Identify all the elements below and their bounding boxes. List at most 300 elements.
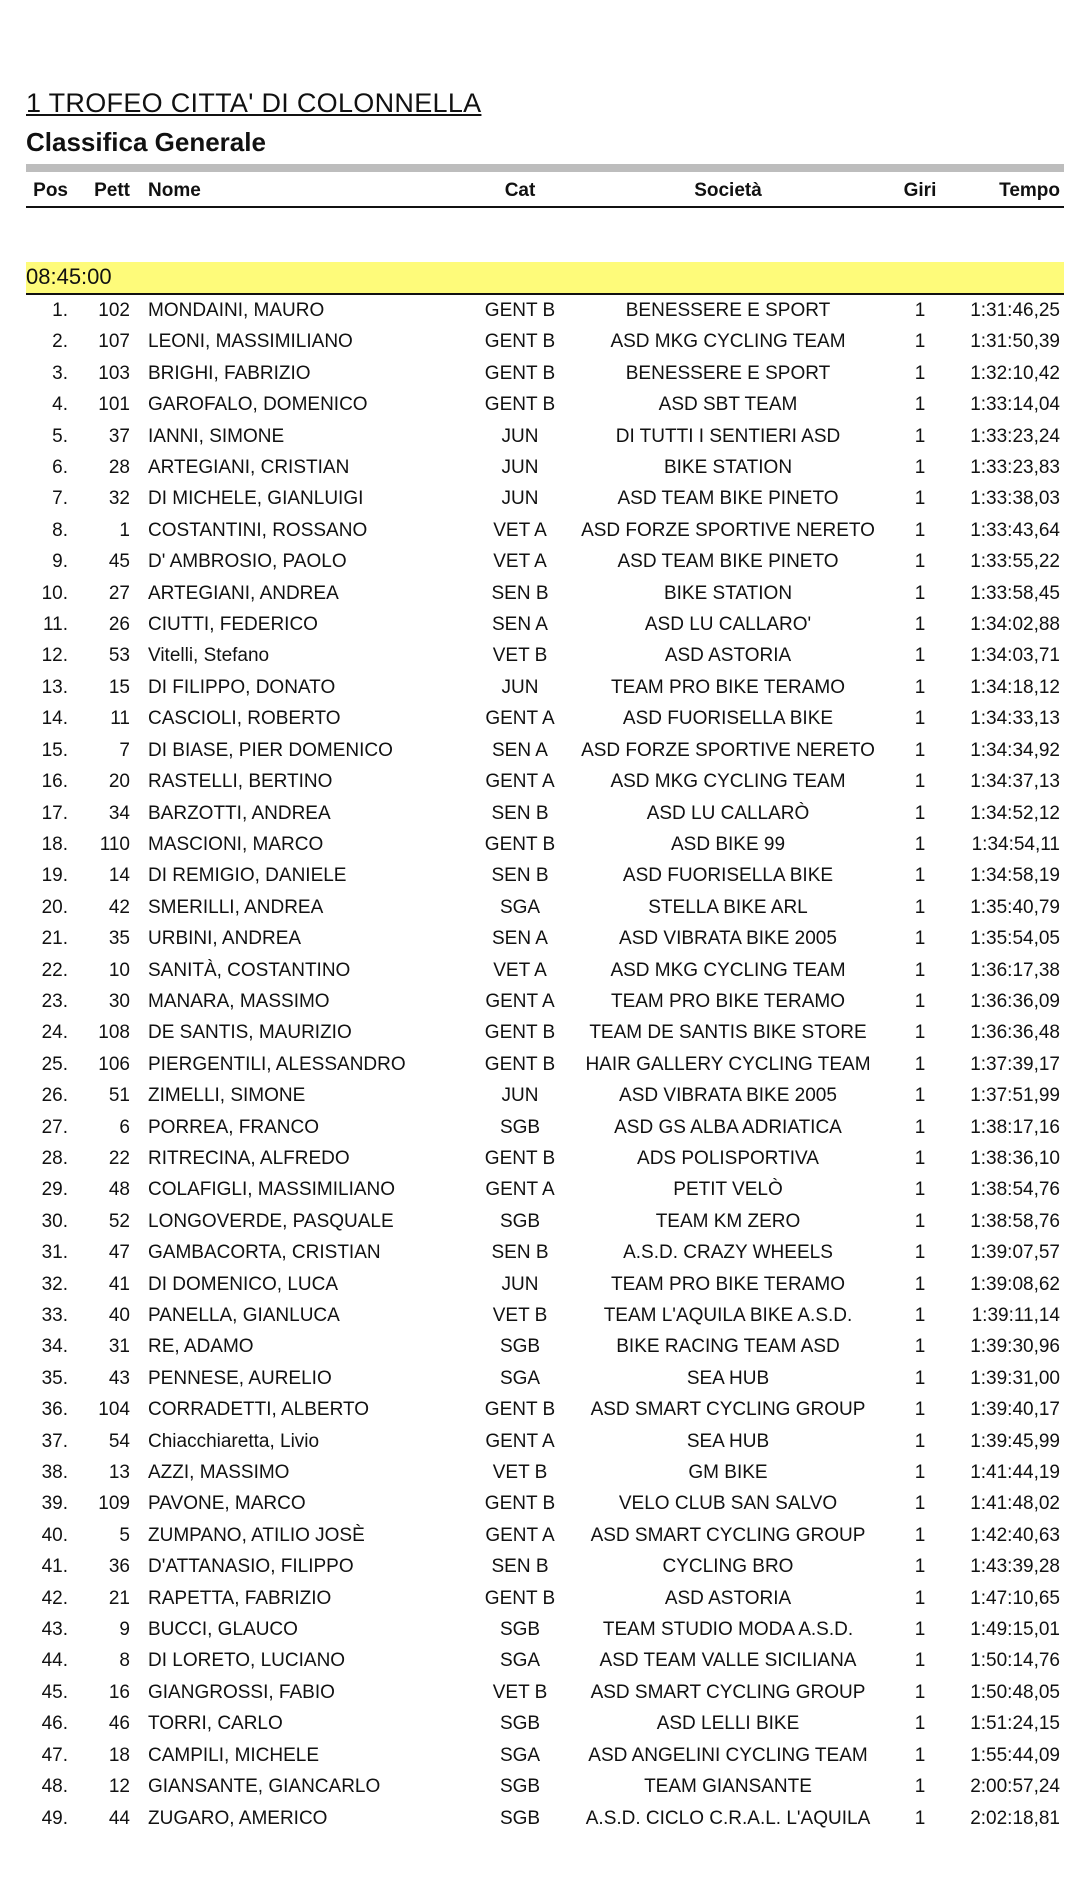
table-row — [0, 1395, 1080, 1426]
result-position: 33. — [41, 1305, 68, 1326]
result-society: TEAM PRO BIKE TERAMO — [610, 676, 846, 698]
result-laps: 1 — [914, 1085, 926, 1107]
result-name: SMERILLI, ANDREA — [148, 896, 324, 918]
result-laps: 1 — [914, 1022, 926, 1044]
result-category: GENT B — [484, 1493, 556, 1515]
result-position: 47. — [41, 1744, 68, 1766]
result-category: SGB — [499, 1807, 541, 1829]
result-laps: 1 — [914, 1556, 926, 1578]
result-bib: 18 — [108, 1744, 130, 1766]
result-bib: 104 — [98, 1399, 130, 1421]
result-society: SEA HUB — [686, 1367, 770, 1389]
result-society: ASD GS ALBA ADRIATICA — [614, 1116, 842, 1138]
result-bib: 26 — [108, 614, 130, 636]
result-category: SGB — [499, 1336, 541, 1358]
table-row — [0, 1709, 1080, 1740]
result-name: TORRI, CARLO — [148, 1713, 283, 1735]
header-divider — [26, 164, 1064, 172]
table-row — [0, 1615, 1080, 1646]
result-society: BIKE STATION — [663, 582, 793, 604]
result-name: PAVONE, MARCO — [148, 1493, 306, 1515]
page-title: 1 TROFEO CITTA' DI COLONNELLA — [26, 88, 482, 118]
result-bib: 109 — [98, 1493, 130, 1515]
result-bib: 43 — [108, 1367, 130, 1389]
result-time: 1:36:17,38 — [970, 959, 1060, 981]
result-position: 9. — [52, 551, 68, 573]
result-time: 1:41:48,02 — [970, 1493, 1060, 1515]
result-time: 1:38:36,10 — [970, 1147, 1060, 1169]
result-category: JUN — [501, 676, 539, 698]
result-time: 1:34:58,19 — [970, 865, 1060, 887]
result-category: GENT B — [484, 331, 556, 353]
table-row — [0, 1238, 1080, 1269]
result-name: COSTANTINI, ROSSANO — [148, 519, 368, 541]
result-category: SGB — [499, 1713, 541, 1735]
result-category: GENT A — [485, 771, 555, 793]
result-bib: 101 — [98, 394, 130, 416]
result-name: MANARA, MASSIMO — [148, 990, 330, 1012]
result-time: 1:33:43,64 — [970, 519, 1060, 541]
result-bib: 37 — [108, 425, 130, 447]
result-name: MASCIONI, MARCO — [148, 833, 324, 855]
result-bib: 46 — [108, 1713, 130, 1735]
result-laps: 1 — [914, 300, 926, 321]
result-name: Chiacchiaretta, Livio — [148, 1430, 320, 1452]
table-row — [0, 296, 1080, 327]
result-category: GENT B — [484, 1587, 556, 1609]
result-society: ASD FORZE SPORTIVE NERETO — [581, 519, 875, 541]
result-position: 14. — [41, 708, 68, 730]
result-name: Vitelli, Stefano — [148, 645, 270, 667]
table-row — [0, 799, 1080, 830]
result-society: ASD SMART CYCLING GROUP — [590, 1681, 866, 1703]
result-society: BENESSERE E SPORT — [625, 300, 831, 321]
result-laps: 1 — [914, 1619, 926, 1641]
table-row — [0, 1144, 1080, 1175]
result-category: GENT B — [484, 1053, 556, 1075]
result-position: 29. — [41, 1179, 68, 1201]
page-subtitle: Classifica Generale — [26, 127, 266, 157]
table-row — [0, 1489, 1080, 1520]
result-name: CIUTTI, FEDERICO — [148, 614, 318, 636]
result-bib: 20 — [108, 771, 130, 793]
result-category: JUN — [501, 1273, 539, 1295]
result-category: VET B — [492, 645, 548, 667]
result-position: 4. — [52, 394, 68, 416]
result-position: 25. — [41, 1053, 68, 1075]
result-category: GENT B — [484, 833, 556, 855]
table-row — [0, 516, 1080, 547]
result-bib: 53 — [108, 645, 130, 667]
start-time-rule — [26, 293, 1064, 295]
result-name: PENNESE, AURELIO — [148, 1367, 332, 1389]
result-position: 16. — [41, 771, 68, 793]
result-name: RASTELLI, BERTINO — [148, 771, 333, 793]
result-society: TEAM KM ZERO — [655, 1210, 801, 1232]
result-category: SGB — [499, 1210, 541, 1232]
table-row — [0, 359, 1080, 390]
result-position: 5. — [52, 425, 68, 447]
result-name: ARTEGIANI, ANDREA — [148, 582, 339, 604]
result-laps: 1 — [914, 582, 926, 604]
result-position: 1. — [52, 300, 68, 321]
result-society: ASD ANGELINI CYCLING TEAM — [588, 1744, 868, 1766]
result-name: LONGOVERDE, PASQUALE — [148, 1210, 394, 1232]
result-society: VELO CLUB SAN SALVO — [618, 1493, 838, 1515]
result-name: RITRECINA, ALFREDO — [148, 1147, 350, 1169]
result-time: 2:02:18,81 — [970, 1807, 1060, 1829]
result-name: BUCCI, GLAUCO — [148, 1619, 298, 1641]
column-header-name: Nome — [148, 180, 201, 201]
result-time: 1:33:14,04 — [970, 394, 1060, 416]
result-society: TEAM GIANSANTE — [644, 1776, 812, 1798]
result-position: 22. — [41, 959, 68, 981]
table-row — [0, 1646, 1080, 1677]
result-category: GENT A — [485, 1430, 555, 1452]
result-time: 1:34:18,12 — [970, 676, 1060, 698]
result-society: BIKE RACING TEAM ASD — [616, 1336, 840, 1358]
result-laps: 1 — [914, 865, 926, 887]
result-laps: 1 — [914, 896, 926, 918]
result-category: SEN A — [492, 614, 548, 636]
result-name: GIANGROSSI, FABIO — [148, 1681, 335, 1703]
result-laps: 1 — [914, 1367, 926, 1389]
result-category: SEN B — [491, 1242, 549, 1264]
result-name: DI BIASE, PIER DOMENICO — [148, 739, 393, 761]
result-name: D'ATTANASIO, FILIPPO — [148, 1556, 354, 1578]
result-time: 1:33:23,24 — [970, 425, 1060, 447]
result-name: COLAFIGLI, MASSIMILIANO — [148, 1179, 396, 1201]
result-society: A.S.D. CRAZY WHEELS — [623, 1242, 833, 1264]
result-laps: 1 — [914, 1399, 926, 1421]
column-header-pos: Pos — [33, 180, 68, 201]
result-society: TEAM PRO BIKE TERAMO — [610, 990, 846, 1012]
result-position: 39. — [41, 1493, 68, 1515]
result-society: ASD TEAM VALLE SICILIANA — [599, 1650, 857, 1672]
result-time: 1:31:46,25 — [970, 300, 1060, 321]
result-category: GENT B — [484, 1147, 556, 1169]
result-bib: 10 — [108, 959, 130, 981]
result-bib: 9 — [119, 1619, 130, 1641]
result-name: PANELLA, GIANLUCA — [148, 1305, 340, 1326]
table-row — [0, 1270, 1080, 1301]
result-position: 13. — [41, 676, 68, 698]
result-society: ASD SMART CYCLING GROUP — [590, 1399, 866, 1421]
result-position: 24. — [41, 1022, 68, 1044]
result-laps: 1 — [914, 331, 926, 353]
result-laps: 1 — [914, 1210, 926, 1232]
result-position: 7. — [52, 488, 68, 510]
result-category: JUN — [501, 425, 539, 447]
result-society: TEAM L'AQUILA BIKE A.S.D. — [603, 1305, 853, 1326]
table-row — [0, 1364, 1080, 1395]
result-bib: 16 — [108, 1681, 130, 1703]
start-time-highlight — [26, 262, 1064, 294]
start-time: 08:45:00 — [26, 264, 112, 289]
table-row — [0, 1552, 1080, 1583]
table-row — [0, 1018, 1080, 1049]
result-category: SGB — [499, 1116, 541, 1138]
result-time: 1:34:33,13 — [970, 708, 1060, 730]
result-name: CORRADETTI, ALBERTO — [148, 1399, 370, 1421]
result-bib: 102 — [98, 300, 130, 321]
result-society: ASD ASTORIA — [664, 645, 792, 667]
result-category: VET A — [493, 551, 547, 573]
result-position: 12. — [41, 645, 68, 667]
result-laps: 1 — [914, 457, 926, 479]
result-society: ASD FUORISELLA BIKE — [622, 708, 834, 730]
table-header — [0, 178, 1080, 206]
result-society: ASD FUORISELLA BIKE — [622, 865, 834, 887]
result-category: VET B — [492, 1305, 548, 1326]
result-time: 1:41:44,19 — [970, 1462, 1060, 1484]
result-society: BIKE STATION — [663, 457, 793, 479]
result-laps: 1 — [914, 394, 926, 416]
result-category: GENT A — [485, 1524, 555, 1546]
result-category: SGA — [499, 1744, 541, 1766]
result-time: 1:33:23,83 — [970, 457, 1060, 479]
result-bib: 110 — [99, 833, 130, 855]
table-row — [0, 736, 1080, 767]
result-position: 28. — [41, 1147, 68, 1169]
table-row — [0, 1521, 1080, 1552]
result-laps: 1 — [914, 1147, 926, 1169]
table-row — [0, 1458, 1080, 1489]
result-bib: 47 — [108, 1242, 130, 1264]
result-society: GM BIKE — [688, 1462, 768, 1484]
result-time: 1:34:37,13 — [970, 771, 1060, 793]
result-position: 46. — [41, 1713, 68, 1735]
result-name: IANNI, SIMONE — [148, 425, 285, 447]
result-time: 1:50:14,76 — [970, 1650, 1060, 1672]
result-laps: 1 — [914, 1524, 926, 1546]
table-row — [0, 1678, 1080, 1709]
result-bib: 106 — [98, 1053, 130, 1075]
result-position: 26. — [41, 1085, 68, 1107]
result-position: 44. — [41, 1650, 68, 1672]
result-position: 35. — [41, 1367, 68, 1389]
table-row — [0, 1332, 1080, 1363]
result-society: ASD SMART CYCLING GROUP — [590, 1524, 866, 1546]
result-name: PIERGENTILI, ALESSANDRO — [148, 1053, 406, 1075]
result-bib: 11 — [110, 708, 130, 730]
result-time: 1:33:55,22 — [970, 551, 1060, 573]
result-category: SEN A — [492, 928, 548, 950]
result-society: A.S.D. CICLO C.R.A.L. L'AQUILA — [585, 1807, 871, 1829]
table-row — [0, 1772, 1080, 1803]
result-time: 1:39:40,17 — [970, 1399, 1060, 1421]
result-position: 18. — [41, 833, 68, 855]
result-laps: 1 — [914, 1650, 926, 1672]
table-header-rule — [26, 206, 1064, 208]
result-time: 1:37:39,17 — [970, 1053, 1060, 1075]
result-time: 2:00:57,24 — [970, 1776, 1060, 1798]
result-time: 1:35:54,05 — [970, 928, 1060, 950]
result-society: ASD BIKE 99 — [670, 833, 786, 855]
table-row — [0, 547, 1080, 578]
result-bib: 13 — [108, 1462, 130, 1484]
result-name: URBINI, ANDREA — [148, 928, 302, 950]
result-name: PORREA, FRANCO — [148, 1116, 320, 1138]
result-society: ASD LU CALLARO' — [644, 614, 812, 636]
result-position: 23. — [41, 990, 68, 1012]
result-position: 19. — [41, 865, 68, 887]
result-name: RAPETTA, FABRIZIO — [148, 1587, 332, 1609]
result-bib: 34 — [108, 802, 130, 824]
result-bib: 51 — [108, 1085, 130, 1107]
result-society: ASD MKG CYCLING TEAM — [610, 771, 846, 793]
result-category: GENT B — [484, 1022, 556, 1044]
result-society: ASD TEAM BIKE PINETO — [617, 551, 839, 573]
table-row — [0, 1050, 1080, 1081]
result-position: 27. — [41, 1116, 68, 1138]
result-position: 36. — [41, 1399, 68, 1421]
table-row — [0, 830, 1080, 861]
result-bib: 6 — [119, 1116, 130, 1138]
result-laps: 1 — [914, 1273, 926, 1295]
result-society: ASD MKG CYCLING TEAM — [610, 331, 846, 353]
result-laps: 1 — [914, 362, 926, 384]
result-bib: 45 — [108, 551, 130, 573]
result-position: 3. — [52, 362, 68, 384]
result-name: DI MICHELE, GIANLUIGI — [148, 488, 364, 510]
result-society: ASD LELLI BIKE — [656, 1713, 800, 1735]
table-row — [0, 956, 1080, 987]
result-time: 1:34:34,92 — [970, 739, 1060, 761]
result-society: HAIR GALLERY CYCLING TEAM — [585, 1053, 871, 1075]
result-position: 21. — [41, 928, 68, 950]
table-row — [0, 704, 1080, 735]
result-time: 1:39:30,96 — [970, 1336, 1060, 1358]
result-position: 45. — [41, 1681, 68, 1703]
result-position: 2. — [52, 331, 68, 353]
result-time: 1:55:44,09 — [970, 1744, 1060, 1766]
result-category: SEN B — [491, 1556, 549, 1578]
result-society: ADS POLISPORTIVA — [637, 1147, 819, 1169]
result-time: 1:39:45,99 — [970, 1430, 1060, 1452]
result-category: VET A — [493, 959, 547, 981]
result-bib: 40 — [108, 1305, 130, 1326]
result-name: GAMBACORTA, CRISTIAN — [148, 1242, 381, 1264]
result-laps: 1 — [914, 676, 926, 698]
result-bib: 44 — [108, 1807, 130, 1829]
result-name: LEONI, MASSIMILIANO — [148, 331, 353, 353]
result-category: JUN — [501, 1085, 539, 1107]
table-row — [0, 1427, 1080, 1458]
result-time: 1:39:08,62 — [970, 1273, 1060, 1295]
result-society: ASD SBT TEAM — [658, 394, 798, 416]
result-society: STELLA BIKE ARL — [648, 896, 808, 918]
result-time: 1:36:36,09 — [970, 990, 1060, 1012]
table-row — [0, 673, 1080, 704]
result-category: SGA — [499, 1367, 541, 1389]
result-bib: 52 — [108, 1210, 130, 1232]
table-row — [0, 893, 1080, 924]
result-name: DE SANTIS, MAURIZIO — [148, 1022, 352, 1044]
table-row — [0, 987, 1080, 1018]
result-bib: 5 — [119, 1524, 130, 1546]
results-table — [0, 296, 1080, 1835]
result-laps: 1 — [914, 1336, 926, 1358]
result-bib: 15 — [108, 676, 130, 698]
result-society: ASD VIBRATA BIKE 2005 — [619, 1085, 837, 1107]
result-time: 1:39:07,57 — [970, 1242, 1060, 1264]
result-position: 20. — [41, 896, 68, 918]
result-name: DI LORETO, LUCIANO — [148, 1650, 346, 1672]
result-bib: 48 — [108, 1179, 130, 1201]
result-laps: 1 — [914, 833, 926, 855]
result-position: 17. — [41, 802, 68, 824]
result-category: JUN — [501, 457, 539, 479]
result-time: 1:32:10,42 — [970, 362, 1060, 384]
table-row — [0, 1207, 1080, 1238]
result-society: TEAM PRO BIKE TERAMO — [610, 1273, 846, 1295]
table-row — [0, 924, 1080, 955]
result-laps: 1 — [914, 519, 926, 541]
result-position: 32. — [41, 1273, 68, 1295]
result-laps: 1 — [914, 1430, 926, 1452]
result-time: 1:33:58,45 — [970, 582, 1060, 604]
result-laps: 1 — [914, 802, 926, 824]
result-bib: 35 — [108, 928, 130, 950]
result-category: GENT B — [484, 1399, 556, 1421]
result-name: BRIGHI, FABRIZIO — [148, 362, 311, 384]
result-laps: 1 — [914, 1053, 926, 1075]
result-time: 1:49:15,01 — [970, 1619, 1060, 1641]
result-laps: 1 — [914, 739, 926, 761]
result-name: ZUGARO, AMERICO — [148, 1807, 328, 1829]
result-society: ASD TEAM BIKE PINETO — [617, 488, 839, 510]
result-society: ASD FORZE SPORTIVE NERETO — [581, 739, 875, 761]
result-category: VET A — [493, 519, 547, 541]
result-name: SANITÀ, COSTANTINO — [148, 959, 351, 981]
result-bib: 32 — [108, 488, 130, 510]
result-bib: 28 — [108, 457, 130, 479]
result-society: CYCLING BRO — [662, 1556, 794, 1578]
result-position: 49. — [41, 1807, 68, 1829]
result-time: 1:39:11,14 — [971, 1305, 1060, 1326]
result-laps: 1 — [914, 1462, 926, 1484]
result-name: GAROFALO, DOMENICO — [148, 394, 368, 416]
result-position: 48. — [41, 1776, 68, 1798]
result-category: SGA — [499, 1650, 541, 1672]
result-laps: 1 — [914, 928, 926, 950]
column-header-time: Tempo — [999, 180, 1060, 201]
result-society: ASD MKG CYCLING TEAM — [610, 959, 846, 981]
result-time: 1:33:38,03 — [970, 488, 1060, 510]
result-name: MONDAINI, MAURO — [148, 300, 325, 321]
result-category: GENT A — [485, 708, 555, 730]
result-time: 1:36:36,48 — [970, 1022, 1060, 1044]
result-position: 31. — [41, 1242, 68, 1264]
result-laps: 1 — [914, 1116, 926, 1138]
result-bib: 8 — [119, 1650, 130, 1672]
result-bib: 12 — [108, 1776, 130, 1798]
result-laps: 1 — [914, 708, 926, 730]
table-row — [0, 641, 1080, 672]
result-laps: 1 — [914, 1305, 926, 1326]
result-society: DI TUTTI I SENTIERI ASD — [615, 425, 841, 447]
result-society: SEA HUB — [686, 1430, 770, 1452]
result-name: ARTEGIANI, CRISTIAN — [148, 457, 350, 479]
result-society: ASD LU CALLARÒ — [646, 802, 810, 824]
result-category: JUN — [501, 488, 539, 510]
result-society: PETIT VELÒ — [673, 1179, 783, 1201]
result-category: GENT A — [485, 990, 555, 1012]
column-header-laps: Giri — [903, 180, 937, 201]
column-header-society: Società — [694, 180, 762, 201]
result-name: GIANSANTE, GIANCARLO — [148, 1776, 381, 1798]
